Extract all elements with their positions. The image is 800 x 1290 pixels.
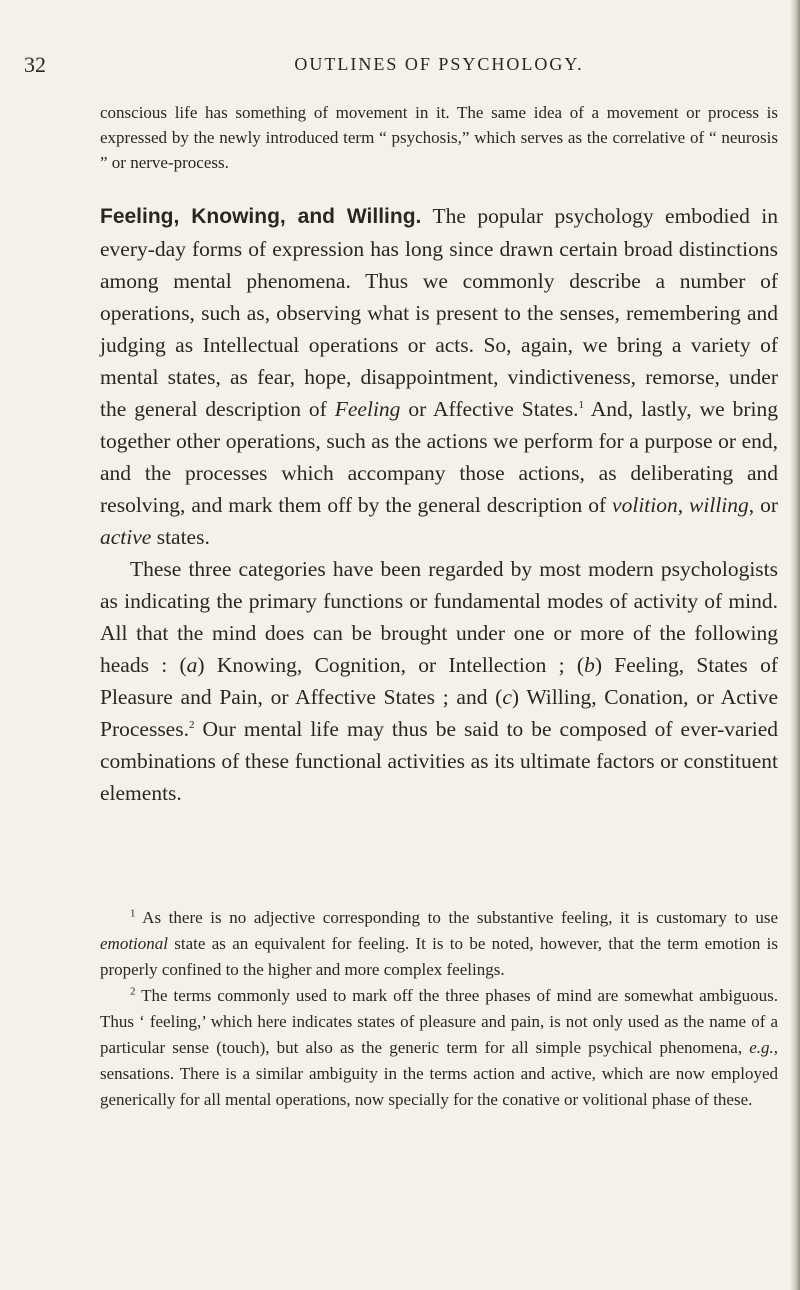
main-section bbox=[100, 200, 778, 809]
page-number: 32 bbox=[24, 52, 46, 77]
paragraph-1: Feeling, Knowing, and Willing. The popular psychology embodied in every-day forms of expression has long since drawn certain broad distinctions among mental phenomena. Thus we commonly describe a number of operations, such as, observing what is present to the senses, remembering and judging as Intellectual operations or acts. So, again, we bring a variety of mental states, as fear, hope, disappointment, vindictiveness, remorse, under the general description of Feeling or Affective States.$^1$ And, lastly, we bring together other operations, such as the actions we perform for a purpose or end, and the processes which accompany those actions, as deliberating and resolving, and mark them off by the general description of volition, willing, or active states. bbox=[100, 204, 778, 549]
page-edge-shadow bbox=[790, 0, 800, 1290]
footnotes bbox=[100, 905, 778, 1113]
footnote-mark-1: 1 bbox=[130, 907, 136, 920]
paragraph-2: These three categories have been regarded by most modern psychologists as indicating the primary functions or fundamental modes of activity of mind. All that the mind does can be brought under one or more of the following heads : (a) Knowing, Cognition, or Intellection ; (b) Feeling, States of Pleasure and Pain, or Affective States ; and (c) Willing, Conation, or Active Processes.$^2$ Our mental life may thus be said to be composed of ever-varied combinations of these functional activities as its ultimate factors or constituent elements. bbox=[100, 557, 778, 805]
footnote-mark-2: 2 bbox=[130, 985, 136, 998]
running-head: OUTLINES OF PSYCHOLOGY. bbox=[294, 54, 584, 74]
page-header bbox=[24, 52, 778, 80]
footnote-ref-1: 1 bbox=[578, 398, 584, 411]
section-heading: Feeling, Knowing, and Willing. bbox=[100, 205, 422, 228]
footnote-ref-2: 2 bbox=[188, 718, 195, 731]
footnote-2: $^2$ The terms commonly used to mark off the three phases of mind are somewhat ambiguous. Thus ‘ feeling,’ which here indicates states of pleasure and pain, is not only used as the name of a particular sense (touch), but also as the generic term for all simple psychical phenomena, e.g., sensations. There is a similar ambiguity in the terms action and active, which are now employed generically for all mental operations, now specially for the conative or volitional phase of these. bbox=[100, 985, 778, 1109]
intro-paragraph: conscious life has something of movement in it. The same idea of a movement or process is expressed by the newly introduced term “ psychosis,” which serves as the correlative of “ neurosis ” or nerve-process. bbox=[100, 103, 778, 172]
footnote-1: $^1$ As there is no adjective corresponding to the substantive feeling, it is customary to use emotional state as an equivalent for feeling. It is to be noted, however, that the term emotion is properly confined to the higher and more complex feelings. bbox=[100, 907, 778, 979]
